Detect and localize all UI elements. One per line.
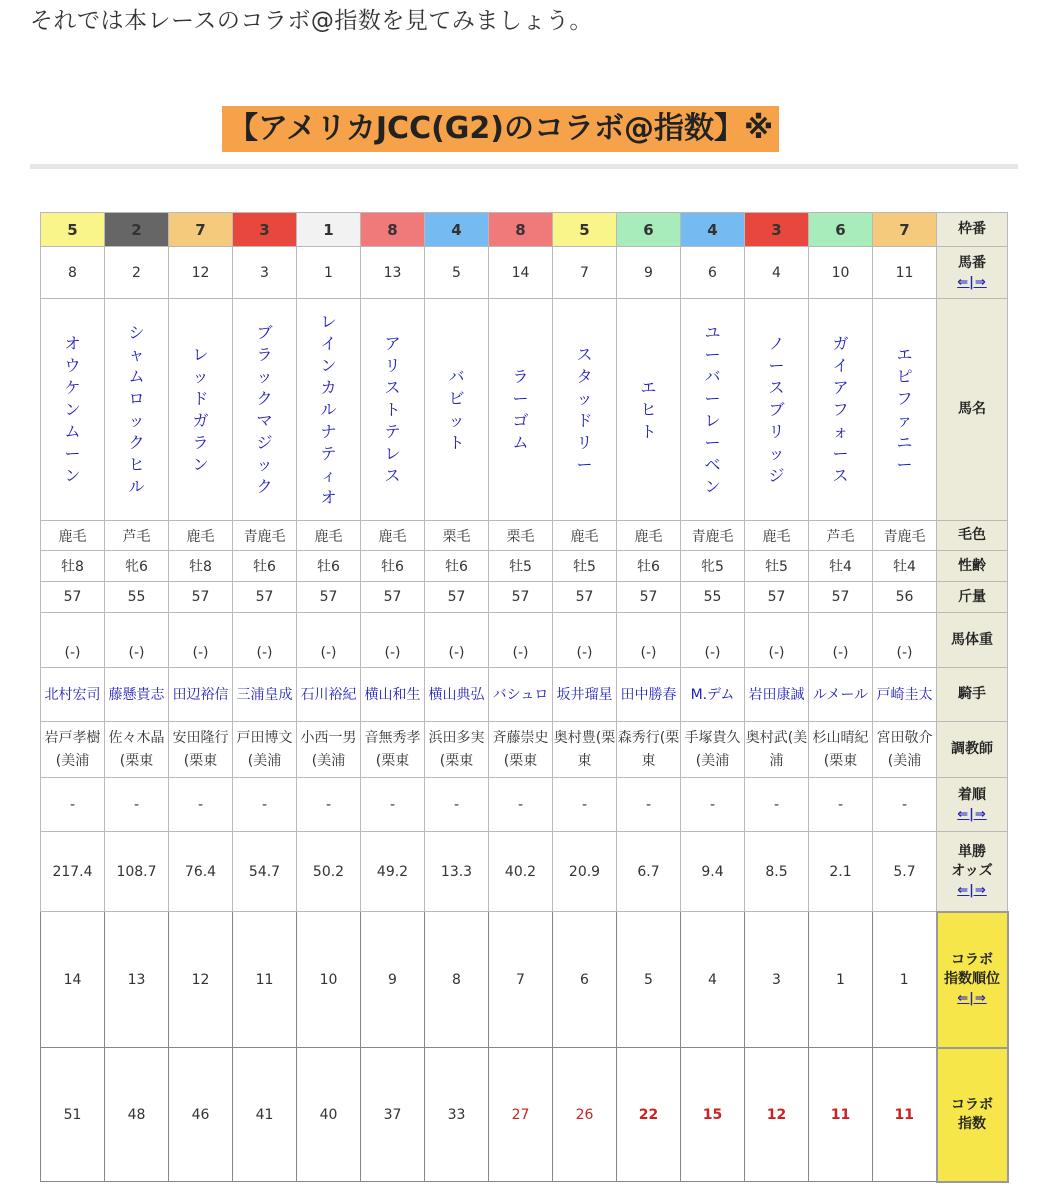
weight-label-text: 斤量	[958, 588, 986, 605]
color-cell: 鹿毛	[297, 521, 361, 551]
body-cell: (-)	[41, 613, 105, 668]
weight-cell: 56	[873, 582, 937, 613]
trainer-name: 斉藤崇史(栗東	[492, 729, 549, 769]
index-cell	[809, 1048, 873, 1182]
horse-name-link[interactable]: アリストテレス	[384, 333, 401, 485]
finish-cell: -	[809, 778, 873, 832]
body-cell: (-)	[361, 613, 425, 668]
sexage-cell: 牡6	[297, 551, 361, 582]
body-label-text: 馬体重	[951, 631, 993, 648]
finish-label	[937, 778, 1008, 832]
index-cell	[297, 1048, 361, 1182]
collabo-index-value: 11	[894, 1106, 914, 1123]
jockey-name-link[interactable]: 藤懸貴志	[108, 686, 165, 703]
name-cell	[489, 299, 553, 521]
jockey-cell	[233, 668, 297, 722]
color-cell: 鹿毛	[169, 521, 233, 551]
trainer-name: 佐々木晶(栗東	[108, 729, 165, 769]
finish-row	[41, 778, 1008, 832]
divider	[30, 164, 1018, 169]
jockey-name-link[interactable]: 田辺裕信	[172, 686, 229, 703]
horse-name-link[interactable]: ユーバーレーベン	[704, 322, 721, 496]
color-row	[41, 521, 1008, 551]
rank-label-text: 指数順位	[944, 971, 1000, 987]
horse-name-link[interactable]: エピファニー	[896, 344, 913, 474]
jockey-cell	[873, 668, 937, 722]
jockey-cell	[745, 668, 809, 722]
rank-cell: 12	[169, 912, 233, 1048]
horse-name-link[interactable]: スタッドリー	[576, 344, 593, 474]
umaban-cell: 5	[425, 247, 489, 299]
name-cell	[681, 299, 745, 521]
sexage-cell: 牡4	[809, 551, 873, 582]
intro-text: それでは本レースのコラボ@指数を見てみましょう。	[30, 8, 593, 34]
index-cell	[617, 1048, 681, 1182]
sexage-cell: 牡8	[169, 551, 233, 582]
jockey-cell	[809, 668, 873, 722]
odds-row	[41, 832, 1008, 912]
trainer-name: 森秀行(栗東	[617, 729, 680, 769]
odds-cell: 8.5	[745, 832, 809, 912]
umaban-cell: 12	[169, 247, 233, 299]
color-cell: 鹿毛	[553, 521, 617, 551]
umaban-row	[41, 247, 1008, 299]
horse-name-link[interactable]: シャムロックヒル	[128, 322, 145, 496]
waku-cell: 8	[361, 213, 425, 247]
name-cell	[745, 299, 809, 521]
waku-cell: 8	[489, 213, 553, 247]
sexage-cell: 牡6	[425, 551, 489, 582]
trainer-cell	[745, 722, 809, 778]
trainer-name: 宮田敬介(美浦	[876, 729, 933, 769]
color-cell: 鹿毛	[41, 521, 105, 551]
sexage-cell: 牡8	[41, 551, 105, 582]
jockey-cell	[361, 668, 425, 722]
waku-cell: 4	[681, 213, 745, 247]
horse-name-link[interactable]: ブラックマジック	[256, 322, 273, 496]
odds-cell: 13.3	[425, 832, 489, 912]
collabo-index-value: 33	[447, 1106, 466, 1123]
index-label-text: コラボ	[951, 1096, 993, 1113]
jockey-name-link[interactable]: 横山典弘	[428, 686, 485, 703]
rank-cell: 11	[233, 912, 297, 1048]
odds-label-text: 単勝	[958, 843, 986, 860]
jockey-cell	[489, 668, 553, 722]
jockey-name-link[interactable]: 北村宏司	[44, 686, 101, 703]
color-cell: 芦毛	[105, 521, 169, 551]
name-label-text: 馬名	[958, 401, 986, 417]
name-cell	[873, 299, 937, 521]
name-cell	[233, 299, 297, 521]
rank-sort-arrows[interactable]: ⇐|⇒	[957, 991, 987, 1006]
jockey-name-link[interactable]: 坂井瑠星	[556, 686, 613, 703]
collabo-index-value: 40	[319, 1106, 338, 1123]
color-cell: 青鹿毛	[233, 521, 297, 551]
odds-label-text: オッズ	[951, 862, 993, 879]
weight-cell: 57	[745, 582, 809, 613]
odds-cell: 76.4	[169, 832, 233, 912]
color-cell: 栗毛	[425, 521, 489, 551]
sexage-label-text: 性齢	[958, 557, 986, 574]
rank-cell: 6	[553, 912, 617, 1048]
finish-cell: -	[681, 778, 745, 832]
sexage-cell: 牡6	[361, 551, 425, 582]
index-cell	[105, 1048, 169, 1182]
odds-cell: 2.1	[809, 832, 873, 912]
umaban-label-text: 馬番	[958, 254, 986, 271]
horse-name-link[interactable]: エヒト	[640, 377, 657, 441]
jockey-name-link[interactable]: ルメール	[812, 686, 869, 703]
umaban-cell: 13	[361, 247, 425, 299]
trainer-name: 杉山晴紀(栗東	[812, 729, 869, 769]
section-heading: 【アメリカJCC(G2)のコラボ@指数】※	[222, 106, 779, 152]
rank-cell: 4	[681, 912, 745, 1048]
umaban-cell: 8	[41, 247, 105, 299]
color-cell: 青鹿毛	[681, 521, 745, 551]
name-label	[937, 299, 1008, 521]
trainer-cell	[617, 722, 681, 778]
collabo-index-value: 27	[511, 1106, 530, 1123]
odds-cell: 9.4	[681, 832, 745, 912]
name-cell	[553, 299, 617, 521]
trainer-label	[937, 722, 1008, 778]
trainer-cell	[169, 722, 233, 778]
horse-name-link[interactable]: レインカルナティオ	[320, 311, 337, 507]
color-label	[937, 521, 1008, 551]
horse-name-link[interactable]: バビット	[448, 366, 465, 452]
umaban-sort-arrows[interactable]: ⇐|⇒	[957, 274, 987, 290]
rank-cell: 13	[105, 912, 169, 1048]
body-cell: (-)	[425, 613, 489, 668]
sexage-cell: 牡6	[617, 551, 681, 582]
waku-cell: 1	[297, 213, 361, 247]
weight-cell: 57	[553, 582, 617, 613]
trainer-name: 戸田博文(美浦	[236, 729, 293, 769]
jockey-cell	[617, 668, 681, 722]
index-cell	[745, 1048, 809, 1182]
body-cell: (-)	[553, 613, 617, 668]
finish-cell: -	[169, 778, 233, 832]
horse-name-link[interactable]: レッドガラン	[192, 344, 209, 474]
index-cell	[41, 1048, 105, 1182]
index-cell	[873, 1048, 937, 1182]
trainer-name: 安田隆行(栗東	[172, 729, 229, 769]
finish-cell: -	[425, 778, 489, 832]
name-cell	[361, 299, 425, 521]
umaban-cell: 11	[873, 247, 937, 299]
finish-sort-arrows[interactable]: ⇐|⇒	[957, 806, 987, 822]
race-index-table	[40, 212, 1009, 1183]
jockey-name-link[interactable]: 田中勝春	[620, 686, 677, 703]
index-cell	[681, 1048, 745, 1182]
finish-cell: -	[553, 778, 617, 832]
trainer-cell	[489, 722, 553, 778]
body-cell: (-)	[169, 613, 233, 668]
trainer-cell	[809, 722, 873, 778]
collabo-index-value: 12	[766, 1106, 787, 1123]
waku-row	[41, 213, 1008, 247]
body-cell: (-)	[489, 613, 553, 668]
index-label-text: 指数	[958, 1115, 986, 1132]
body-row	[41, 613, 1008, 668]
rank-cell: 5	[617, 912, 681, 1048]
waku-cell: 5	[553, 213, 617, 247]
odds-cell: 20.9	[553, 832, 617, 912]
umaban-cell: 4	[745, 247, 809, 299]
trainer-cell	[105, 722, 169, 778]
trainer-name: 岩戸孝樹(美浦	[44, 729, 101, 769]
waku-label-text: 枠番	[958, 221, 986, 237]
odds-label	[937, 832, 1008, 912]
weight-cell: 57	[489, 582, 553, 613]
jockey-name-link[interactable]: 石川裕紀	[300, 686, 357, 703]
trainer-name: 奥村武(美浦	[745, 729, 808, 769]
weight-cell: 57	[169, 582, 233, 613]
waku-cell: 7	[169, 213, 233, 247]
rank-cell: 8	[425, 912, 489, 1048]
collabo-index-value: 41	[255, 1106, 274, 1123]
finish-cell: -	[745, 778, 809, 832]
waku-cell: 6	[809, 213, 873, 247]
name-cell	[297, 299, 361, 521]
weight-cell: 57	[41, 582, 105, 613]
rank-cell: 7	[489, 912, 553, 1048]
umaban-cell: 10	[809, 247, 873, 299]
trainer-name: 小西一男(美浦	[300, 729, 357, 769]
horse-name-link[interactable]: ラーゴム	[512, 366, 529, 452]
trainer-cell	[873, 722, 937, 778]
sexage-cell: 牡6	[233, 551, 297, 582]
jockey-name-link[interactable]: 横山和生	[364, 686, 421, 703]
sexage-cell: 牡5	[489, 551, 553, 582]
index-cell	[553, 1048, 617, 1182]
finish-cell: -	[489, 778, 553, 832]
jockey-name-link[interactable]: M.デム	[690, 686, 735, 703]
odds-cell: 40.2	[489, 832, 553, 912]
weight-cell: 57	[425, 582, 489, 613]
waku-label	[937, 213, 1008, 247]
color-cell: 鹿毛	[745, 521, 809, 551]
rank-cell: 1	[873, 912, 937, 1048]
umaban-cell: 6	[681, 247, 745, 299]
index-cell	[233, 1048, 297, 1182]
jockey-row	[41, 668, 1008, 722]
umaban-cell: 9	[617, 247, 681, 299]
trainer-cell	[233, 722, 297, 778]
name-cell	[169, 299, 233, 521]
index-cell	[361, 1048, 425, 1182]
trainer-cell	[425, 722, 489, 778]
odds-cell: 49.2	[361, 832, 425, 912]
finish-cell: -	[617, 778, 681, 832]
jockey-name-link[interactable]: バシュロ	[492, 686, 549, 703]
color-cell: 鹿毛	[617, 521, 681, 551]
name-cell	[809, 299, 873, 521]
umaban-cell: 14	[489, 247, 553, 299]
body-cell: (-)	[873, 613, 937, 668]
rank-cell: 10	[297, 912, 361, 1048]
body-cell: (-)	[617, 613, 681, 668]
body-cell: (-)	[809, 613, 873, 668]
color-cell: 芦毛	[809, 521, 873, 551]
name-cell	[105, 299, 169, 521]
weight-cell: 55	[105, 582, 169, 613]
color-cell: 鹿毛	[361, 521, 425, 551]
finish-cell: -	[105, 778, 169, 832]
body-cell: (-)	[745, 613, 809, 668]
trainer-row	[41, 722, 1008, 778]
body-cell: (-)	[681, 613, 745, 668]
horse-name-link[interactable]: ノースブリッジ	[768, 333, 785, 485]
jockey-cell	[169, 668, 233, 722]
waku-cell: 2	[105, 213, 169, 247]
sexage-cell: 牡5	[745, 551, 809, 582]
rank-label	[937, 912, 1008, 1048]
horse-name-link[interactable]: ガイアフォース	[832, 333, 849, 485]
collabo-index-value: 46	[191, 1106, 210, 1123]
jockey-name-link[interactable]: 戸崎圭太	[876, 686, 933, 703]
odds-cell: 54.7	[233, 832, 297, 912]
collabo-index-value: 22	[638, 1106, 659, 1123]
waku-cell: 7	[873, 213, 937, 247]
odds-cell: 5.7	[873, 832, 937, 912]
collabo-index-value: 48	[127, 1106, 146, 1123]
trainer-cell	[361, 722, 425, 778]
color-label-text: 毛色	[958, 527, 986, 543]
odds-cell: 50.2	[297, 832, 361, 912]
weight-cell: 57	[297, 582, 361, 613]
jockey-label	[937, 668, 1008, 722]
waku-cell: 6	[617, 213, 681, 247]
name-cell	[617, 299, 681, 521]
horse-name-link[interactable]: オウケンムーン	[64, 333, 81, 485]
trainer-cell	[41, 722, 105, 778]
umaban-cell: 2	[105, 247, 169, 299]
finish-label-text: 着順	[958, 786, 986, 803]
finish-cell: -	[297, 778, 361, 832]
body-label	[937, 613, 1008, 668]
rank-cell: 14	[41, 912, 105, 1048]
name-row	[41, 299, 1008, 521]
sexage-row	[41, 551, 1008, 582]
odds-cell: 217.4	[41, 832, 105, 912]
index-cell	[489, 1048, 553, 1182]
trainer-name: 奥村豊(栗東	[553, 729, 616, 769]
odds-sort-arrows[interactable]: ⇐|⇒	[957, 882, 987, 898]
trainer-name: 浜田多実(栗東	[428, 729, 485, 769]
body-cell: (-)	[105, 613, 169, 668]
waku-cell: 4	[425, 213, 489, 247]
jockey-label-text: 騎手	[958, 686, 986, 702]
trainer-name: 音無秀孝(栗東	[364, 729, 421, 769]
index-cell	[425, 1048, 489, 1182]
trainer-name: 手塚貴久(美浦	[684, 729, 741, 769]
jockey-cell	[425, 668, 489, 722]
index-cell	[169, 1048, 233, 1182]
rank-cell: 1	[809, 912, 873, 1048]
weight-cell: 57	[809, 582, 873, 613]
color-cell: 栗毛	[489, 521, 553, 551]
umaban-cell: 3	[233, 247, 297, 299]
jockey-name-link[interactable]: 三浦皇成	[236, 686, 293, 703]
jockey-cell	[553, 668, 617, 722]
collabo-index-value: 26	[575, 1106, 594, 1123]
umaban-cell: 1	[297, 247, 361, 299]
waku-cell: 3	[745, 213, 809, 247]
color-cell: 青鹿毛	[873, 521, 937, 551]
sexage-cell: 牝6	[105, 551, 169, 582]
collabo-index-value: 51	[63, 1106, 82, 1123]
sexage-cell: 牡4	[873, 551, 937, 582]
collabo-index-value: 37	[383, 1106, 402, 1123]
weight-cell: 55	[681, 582, 745, 613]
trainer-label-text: 調教師	[951, 741, 993, 757]
jockey-name-link[interactable]: 岩田康誠	[748, 686, 805, 703]
trainer-cell	[553, 722, 617, 778]
umaban-label	[937, 247, 1008, 299]
weight-label	[937, 582, 1008, 613]
weight-cell: 57	[361, 582, 425, 613]
name-cell	[425, 299, 489, 521]
finish-cell: -	[41, 778, 105, 832]
odds-cell: 6.7	[617, 832, 681, 912]
rank-label-text: コラボ	[951, 952, 993, 968]
jockey-cell	[41, 668, 105, 722]
weight-cell: 57	[617, 582, 681, 613]
rank-cell: 3	[745, 912, 809, 1048]
trainer-cell	[681, 722, 745, 778]
umaban-cell: 7	[553, 247, 617, 299]
body-cell: (-)	[233, 613, 297, 668]
collabo-index-value: 15	[702, 1106, 723, 1123]
sexage-cell: 牡5	[553, 551, 617, 582]
weight-row	[41, 582, 1008, 613]
index-label	[937, 1048, 1008, 1182]
finish-cell: -	[873, 778, 937, 832]
waku-cell: 5	[41, 213, 105, 247]
odds-cell: 108.7	[105, 832, 169, 912]
finish-cell: -	[361, 778, 425, 832]
name-cell	[41, 299, 105, 521]
index-row	[41, 1048, 1008, 1182]
rank-row	[41, 912, 1008, 1048]
collabo-index-value: 11	[830, 1106, 851, 1123]
finish-cell: -	[233, 778, 297, 832]
weight-cell: 57	[233, 582, 297, 613]
sexage-label	[937, 551, 1008, 582]
body-cell: (-)	[297, 613, 361, 668]
waku-cell: 3	[233, 213, 297, 247]
jockey-cell	[297, 668, 361, 722]
rank-cell: 9	[361, 912, 425, 1048]
sexage-cell: 牝5	[681, 551, 745, 582]
trainer-cell	[297, 722, 361, 778]
jockey-cell	[105, 668, 169, 722]
jockey-cell	[681, 668, 745, 722]
